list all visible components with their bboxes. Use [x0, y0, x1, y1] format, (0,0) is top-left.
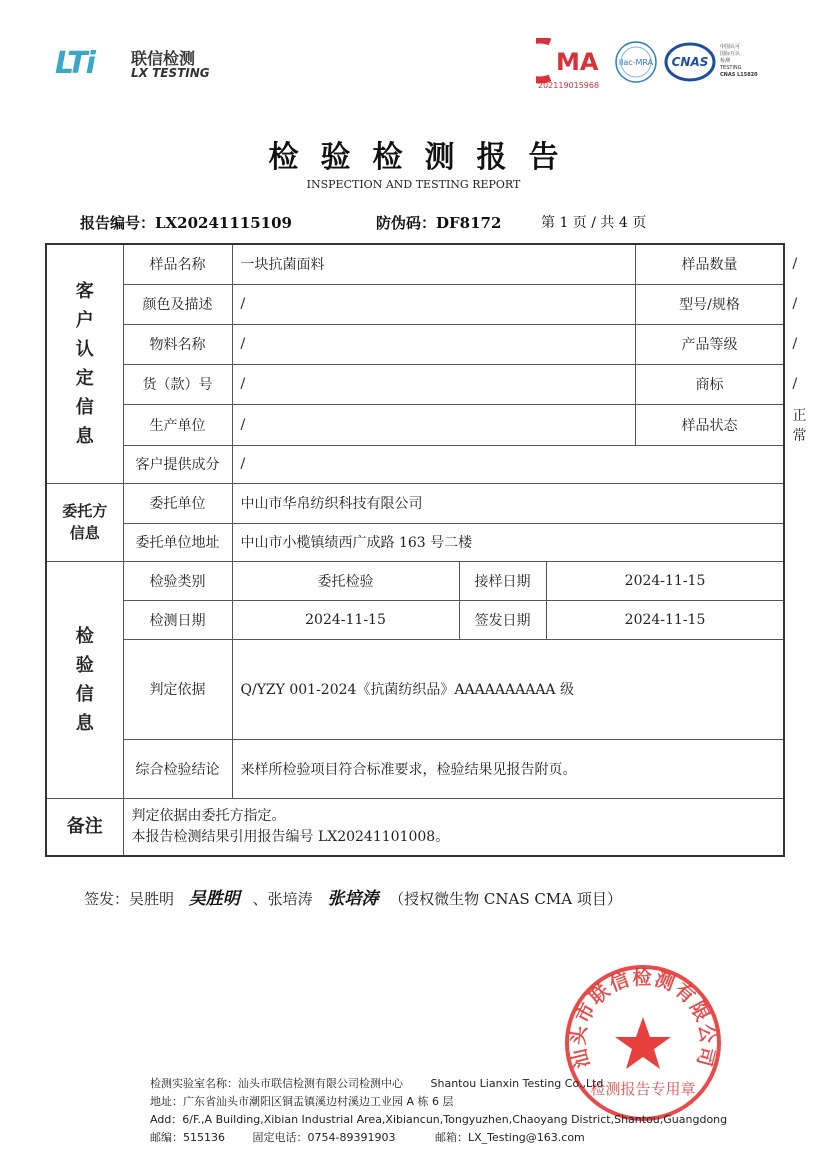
- section-customer-label: 客户认定信息: [75, 280, 94, 447]
- field-value-issue-date: 2024-11-15: [546, 600, 784, 639]
- stamp-star-icon: [615, 1017, 671, 1069]
- signature-wu: 吴胜明: [188, 889, 240, 909]
- table-row: [46, 600, 784, 639]
- field-label: 货（款）号: [123, 364, 232, 404]
- field-value: /: [232, 404, 635, 445]
- field-value-conclusion: 来样所检验项目符合标准要求，检验结果见报告附页。: [232, 739, 784, 798]
- field-value-basis: Q/YZY 001-2024《抗菌纺织品》AAAAAAAAAA 级: [232, 639, 784, 739]
- signature-line: [84, 884, 622, 909]
- field-value: /: [232, 284, 635, 324]
- section-customer: [46, 244, 123, 483]
- field-label: 物料名称: [123, 324, 232, 364]
- cma-number: 202119015968: [538, 81, 600, 90]
- lx-testing-logo: [55, 44, 215, 84]
- field-value: 一块抗菌面料: [232, 244, 635, 284]
- table-row: 货（款）号 / 商标 /: [46, 364, 784, 404]
- table-row: [46, 561, 784, 600]
- page-info: 第 1 页 / 共 4 页: [541, 215, 647, 231]
- footer-email: 邮箱：LX_Testing@163.com: [434, 1131, 585, 1144]
- field-value: /: [232, 364, 635, 404]
- field-value-ingredient: /: [232, 445, 784, 483]
- cnas-logo: [664, 40, 764, 84]
- cma-label: MA: [556, 48, 599, 76]
- section-client-l1: 委托方: [62, 502, 108, 520]
- footer-contacts: [150, 1129, 727, 1147]
- lx-logo-en: LX TESTING: [131, 66, 210, 80]
- field-label-test-date: 检测日期: [123, 600, 232, 639]
- cnas-side-5: CNAS L15820: [720, 72, 758, 78]
- cnas-label: CNAS: [671, 55, 709, 69]
- stamp-bottom-text: 检测报告专用章: [590, 1080, 696, 1098]
- field-value-remarks: [123, 798, 784, 856]
- field-value-client-address: 中山市小榄镇绩西广成路 163 号二楼: [232, 523, 784, 561]
- signature-suffix: （授权微生物 CNAS CMA 项目）: [389, 890, 622, 908]
- ilac-label: ilac-MRA: [618, 58, 654, 67]
- footer-address-cn: 地址：广东省汕头市潮阳区铜盂镇溪边村溪边工业园 A 栋 6 层: [150, 1095, 454, 1108]
- footer-address-en: Add：6/F.,A Building,Xibian Industrial Area,Xibiancun,Tongyuzhen,Chaoyang District,Shantou,Guangdong: [150, 1113, 728, 1126]
- field-label-basis: 判定依据: [123, 639, 232, 739]
- section-inspection: [46, 561, 123, 798]
- field-label: 型号/规格: [635, 284, 784, 324]
- table-row: 客户认定信息 样品名称 一块抗菌面料 样品数量 /: [46, 244, 784, 284]
- signature-mid: 、张培涛: [252, 890, 313, 908]
- section-client-l2: 信息: [69, 524, 100, 542]
- anti-fake-code: 防伪码：DF8172: [376, 214, 502, 232]
- cnas-side-4: TESTING: [720, 65, 742, 71]
- field-label: 商标: [635, 364, 784, 404]
- field-label: 样品数量: [635, 244, 784, 284]
- footer-lab: [150, 1075, 727, 1093]
- table-row: [46, 798, 784, 856]
- footer-lab-name-en: Shantou Lianxin Testing Co.,Ltd: [430, 1077, 604, 1090]
- lx-logo-mark: LTi: [55, 46, 94, 81]
- field-label: 样品状态: [635, 404, 784, 445]
- field-value-client-unit: 中山市华帛纺织科技有限公司: [232, 483, 784, 523]
- field-label: 样品名称: [123, 244, 232, 284]
- table-row: [46, 445, 784, 483]
- table-row: 生产单位 / 样品状态 正常: [46, 404, 784, 445]
- section-remarks: 备注: [46, 798, 123, 856]
- report-title: 检验检测报告: [268, 140, 581, 175]
- footer-postcode: 邮编：515136: [150, 1131, 225, 1144]
- signature-zhang: 张培涛: [327, 889, 379, 909]
- table-row: 物料名称 / 产品等级 /: [46, 324, 784, 364]
- field-label-client-address: 委托单位地址: [123, 523, 232, 561]
- cma-logo: [536, 38, 606, 90]
- field-label-inspection-type: 检验类别: [123, 561, 232, 600]
- table-row: 颜色及描述 / 型号/规格 /: [46, 284, 784, 324]
- field-label: 颜色及描述: [123, 284, 232, 324]
- field-label: 生产单位: [123, 404, 232, 445]
- report-title-en: INSPECTION AND TESTING REPORT: [306, 178, 521, 191]
- remarks-line-2: 本报告检测结果引用报告编号 LX20241101008。: [131, 828, 450, 845]
- ilac-mra-logo: [614, 40, 658, 84]
- field-label-issue-date: 签发日期: [459, 600, 546, 639]
- stamp-ring-text: 汕头市联信检测有限公司: [567, 966, 719, 1071]
- report-number: 报告编号：LX20241115109: [80, 214, 292, 232]
- report-table: [45, 243, 807, 857]
- remarks-line-1: 判定依据由委托方指定。: [131, 807, 286, 824]
- field-value-inspection-type: 委托检验: [232, 561, 459, 600]
- table-row: [46, 739, 784, 798]
- cnas-side-2: 国际互认: [720, 51, 741, 57]
- signature-prefix: 签发：吴胜明: [84, 890, 175, 908]
- section-client: [46, 483, 123, 561]
- field-label: 产品等级: [635, 324, 784, 364]
- field-label-receive-date: 接样日期: [459, 561, 546, 600]
- footer: [150, 1075, 727, 1147]
- cnas-side-3: 检测: [720, 58, 731, 64]
- section-inspection-label: 检验信息: [75, 625, 94, 734]
- table-row: [46, 639, 784, 739]
- field-label-conclusion: 综合检验结论: [123, 739, 232, 798]
- field-label-ingredient: 客户提供成分: [123, 445, 232, 483]
- lx-logo-cn: 联信检测: [131, 49, 196, 68]
- field-value: /: [232, 324, 635, 364]
- cnas-side-1: 中国认可: [720, 44, 741, 50]
- field-value-test-date: 2024-11-15: [232, 600, 459, 639]
- table-row: [46, 523, 784, 561]
- footer-lab-name: 检测实验室名称：汕头市联信检测有限公司检测中心: [150, 1077, 403, 1090]
- field-value-receive-date: 2024-11-15: [546, 561, 784, 600]
- field-label-client-unit: 委托单位: [123, 483, 232, 523]
- table-row: [46, 483, 784, 523]
- footer-phone: 固定电话：0754-89391903: [252, 1131, 396, 1144]
